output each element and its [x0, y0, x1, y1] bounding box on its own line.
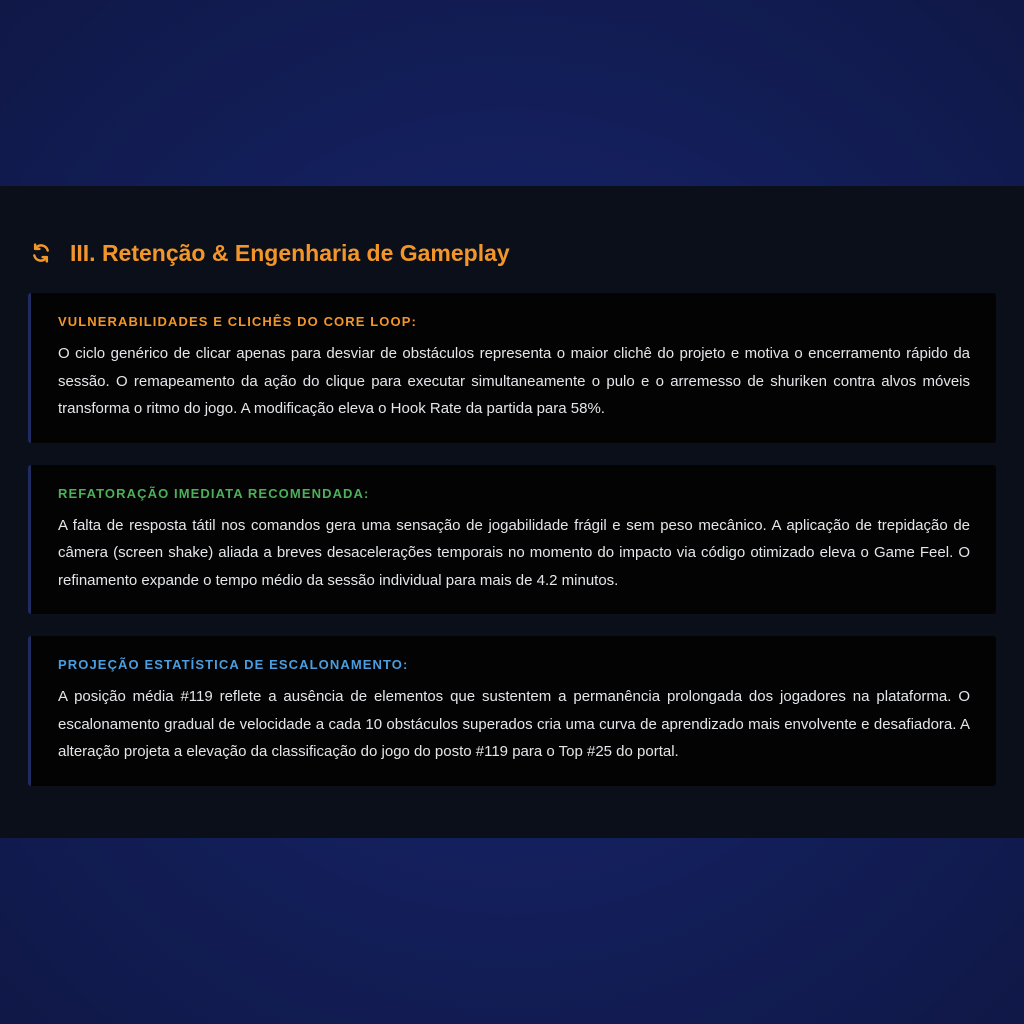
card-heading: PROJEÇÃO ESTATÍSTICA DE ESCALONAMENTO: [58, 657, 409, 672]
card-body: O ciclo genérico de clicar apenas para desviar de obstáculos representa o maior clichê do projeto e motiva o encerramento rápido da sessão. O remapeamento da ação do clique para executar simultaneamente o pulo e o arremesso de shuriken contra alvos móveis transforma o ritmo do jogo. A modificação eleva o Hook Rate da partida para 58%. [58, 345, 970, 417]
card-vulnerabilities [28, 293, 996, 443]
section-title: III. Retenção & Engenharia de Gameplay [70, 239, 510, 266]
section-header [28, 238, 996, 268]
card-body: A posição média #119 reflete a ausência de elementos que sustentem a permanência prolongada dos jogadores na plataforma. O escalonamento gradual de velocidade a cada 10 obstáculos superados cria uma curva de aprendizado mais envolvente e desafiadora. A alteração projeta a elevação da classificação do jogo do posto #119 para o Top #25 do portal. [58, 688, 970, 760]
card-heading: REFATORAÇÃO IMEDIATA RECOMENDADA: [58, 485, 370, 501]
card-refactoring [28, 465, 996, 615]
card-projection [28, 636, 996, 786]
sync-icon [30, 242, 52, 264]
report-panel [0, 186, 1024, 838]
card-heading: VULNERABILIDADES E CLICHÊS DO CORE LOOP: [58, 314, 417, 329]
card-body: A falta de resposta tátil nos comandos gera uma sensação de jogabilidade frágil e sem peso mecânico. A aplicação de trepidação de câmera (screen shake) aliada a breves desacelerações temporais no momento do impacto via código otimizado eleva o Game Feel. O refinamento expande o tempo médio da sessão individual para mais de 4.2 minutos. [58, 516, 970, 589]
